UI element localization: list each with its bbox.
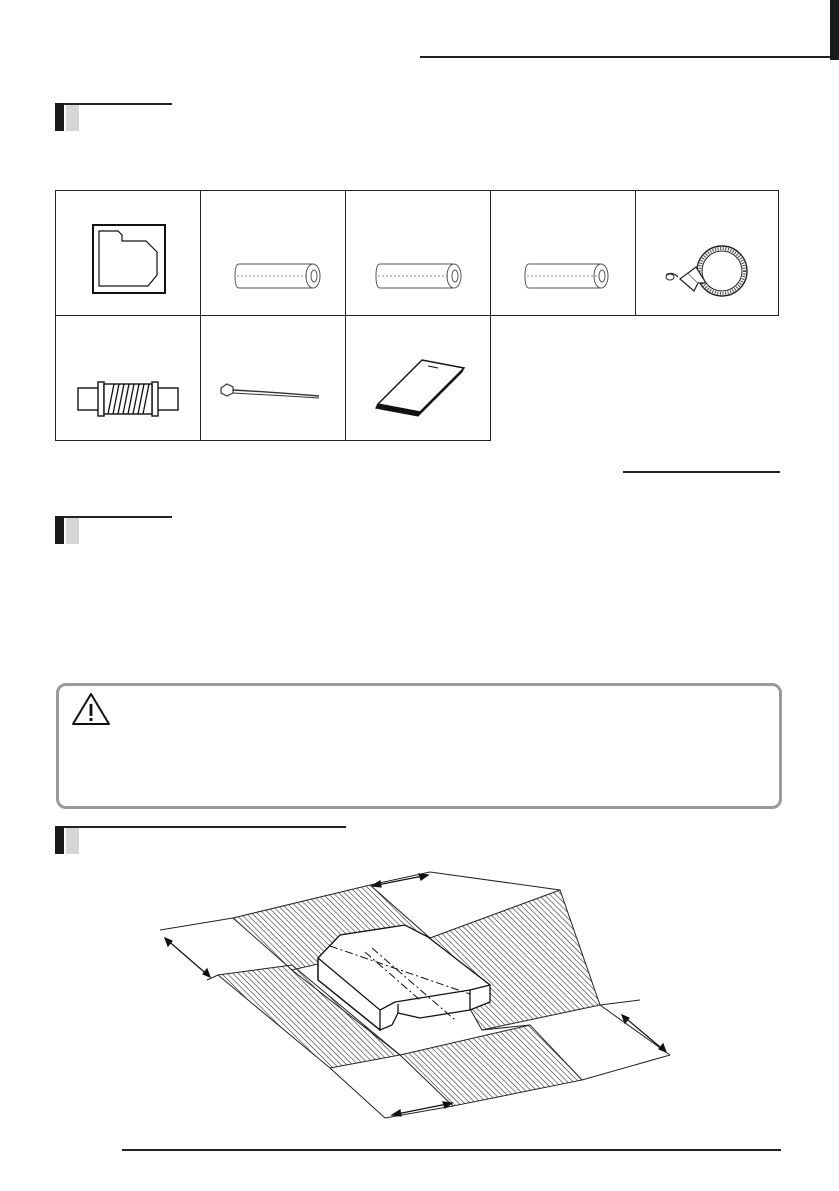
cover-plate-icon	[56, 191, 200, 315]
hose-clamp-icon	[636, 191, 778, 315]
accessory-cell	[345, 190, 491, 316]
accessory-cell	[55, 315, 201, 441]
insulation-tube-icon	[346, 191, 490, 315]
section-marker-shade	[66, 516, 79, 544]
accessories-table	[55, 190, 779, 441]
manual-booklet-icon	[346, 316, 490, 440]
installation-clearance-diagram	[140, 860, 700, 1130]
warning-triangle-icon	[70, 690, 112, 728]
accessory-cell	[345, 315, 491, 441]
insulation-tube-icon	[201, 191, 345, 315]
threaded-coupling-icon	[56, 316, 200, 440]
accessory-cell	[490, 190, 636, 316]
section-marker	[55, 516, 64, 544]
accessory-cell	[635, 190, 779, 316]
page-edge-tab	[830, 0, 839, 60]
cable-tie-icon	[201, 316, 345, 440]
section-heading-rule	[64, 826, 346, 828]
accessory-cell	[55, 190, 201, 316]
caution-box	[56, 683, 782, 809]
accessory-cell	[200, 315, 346, 441]
clearance-zone-front	[400, 1025, 582, 1106]
section-marker	[55, 826, 64, 854]
section-heading-rule	[64, 103, 172, 105]
section-marker-shade	[66, 826, 79, 854]
section-marker	[55, 103, 64, 131]
footer-rule	[122, 1149, 781, 1151]
header-rule	[420, 56, 830, 58]
insulation-tube-icon	[491, 191, 635, 315]
accessory-cell	[200, 190, 346, 316]
section-marker-shade	[66, 103, 79, 131]
section-heading-rule	[64, 516, 172, 518]
table-note-rule	[623, 471, 780, 473]
